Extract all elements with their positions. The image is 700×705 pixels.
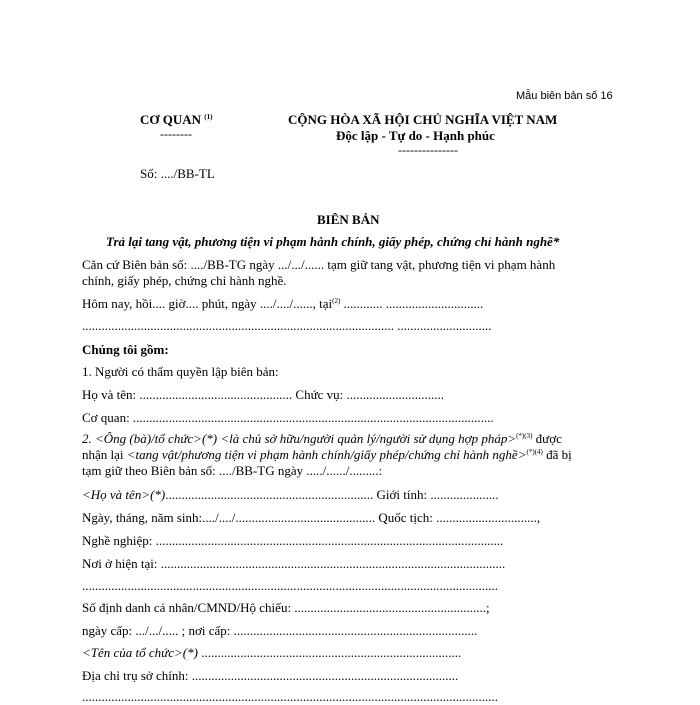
headquarters-dots-line: ................................................................................................................................ (82, 689, 498, 704)
basis-line-1: Căn cứ Biên bản số: ..../BB-TG ngày .../.../...... tạm giữ tang vật, phương tiện vi phạm hành (82, 257, 556, 272)
section-2-line-2: nhận lại <tang vật/phương tiện vi phạm hành chính/giấy phép/chứng chỉ hành nghề>$^{(*)(4)}$ đã bị (82, 447, 572, 462)
motto-dash: --------------- (398, 143, 458, 157)
document-subtitle: Trả lại tang vật, phương tiện vi phạm hành chính, giấy phép, chứng chỉ hành nghề* (106, 234, 560, 249)
official-agency-line: Cơ quan: ............................................................................................................... (82, 410, 494, 425)
official-name-line: Họ và tên: ............................................... Chức vụ: .............................. (82, 387, 445, 402)
document-title: BIÊN BẢN (317, 212, 380, 227)
issue-line: ngày cấp: .../.../..... ; nơi cấp: ........................................................................... (82, 623, 478, 638)
agency-dash: -------- (160, 127, 192, 141)
person-name-line: <Họ và tên>(*)................................................................ Giới tính: ..................... (82, 487, 499, 502)
agency-name: CƠ QUAN $^{(1)}$ (140, 112, 213, 127)
residence-dots-line: ................................................................................................................................ (82, 578, 498, 593)
occupation-line: Nghề nghiệp: ........................................................................................................... (82, 533, 504, 548)
country-name: CỘNG HÒA XÃ HỘI CHỦ NGHĨA VIỆT NAM (288, 112, 558, 127)
section-2-line-1: 2. <Ông (bà)/tổ chức>(*) <là chủ sở hữu/người quản lý/người sử dụng hợp pháp>$^{(*)(3)}$ được (82, 431, 562, 446)
organization-line: <Tên của tổ chức>(*) ................................................................................ (82, 645, 462, 660)
participants-heading: Chúng tôi gồm: (82, 342, 169, 357)
residence-line: Nơi ở hiện tại: .......................................................................................................... (82, 556, 506, 571)
dob-line: Ngày, tháng, năm sinh:..../..../........................................... Quốc tịch: ..............................., (82, 510, 541, 525)
motto: Độc lập - Tự do - Hạnh phúc (336, 128, 495, 143)
template-label: Mẫu biên bản số 16 (516, 90, 613, 102)
id-number-line: Số định danh cá nhân/CMND/Hộ chiếu: ...........................................................; (82, 600, 490, 615)
dots-line: ................................................................................................ ............................. (82, 318, 492, 333)
headquarters-line: Địa chỉ trụ sở chính: .................................................................................. (82, 668, 459, 683)
time-place-line: Hôm nay, hồi.... giờ.... phút, ngày ..../..../......, tại$^{(2)}$ ............ .............................. (82, 296, 484, 311)
basis-line-2: chính, giấy phép, chứng chỉ hành nghề. (82, 273, 287, 288)
section-1-heading: 1. Người có thẩm quyền lập biên bản: (82, 364, 279, 379)
section-2-line-3: tạm giữ theo Biên bản số: ..../BB-TG ngày ...../....../.........: (82, 463, 383, 478)
document-number: Số: ..../BB-TL (140, 166, 215, 181)
